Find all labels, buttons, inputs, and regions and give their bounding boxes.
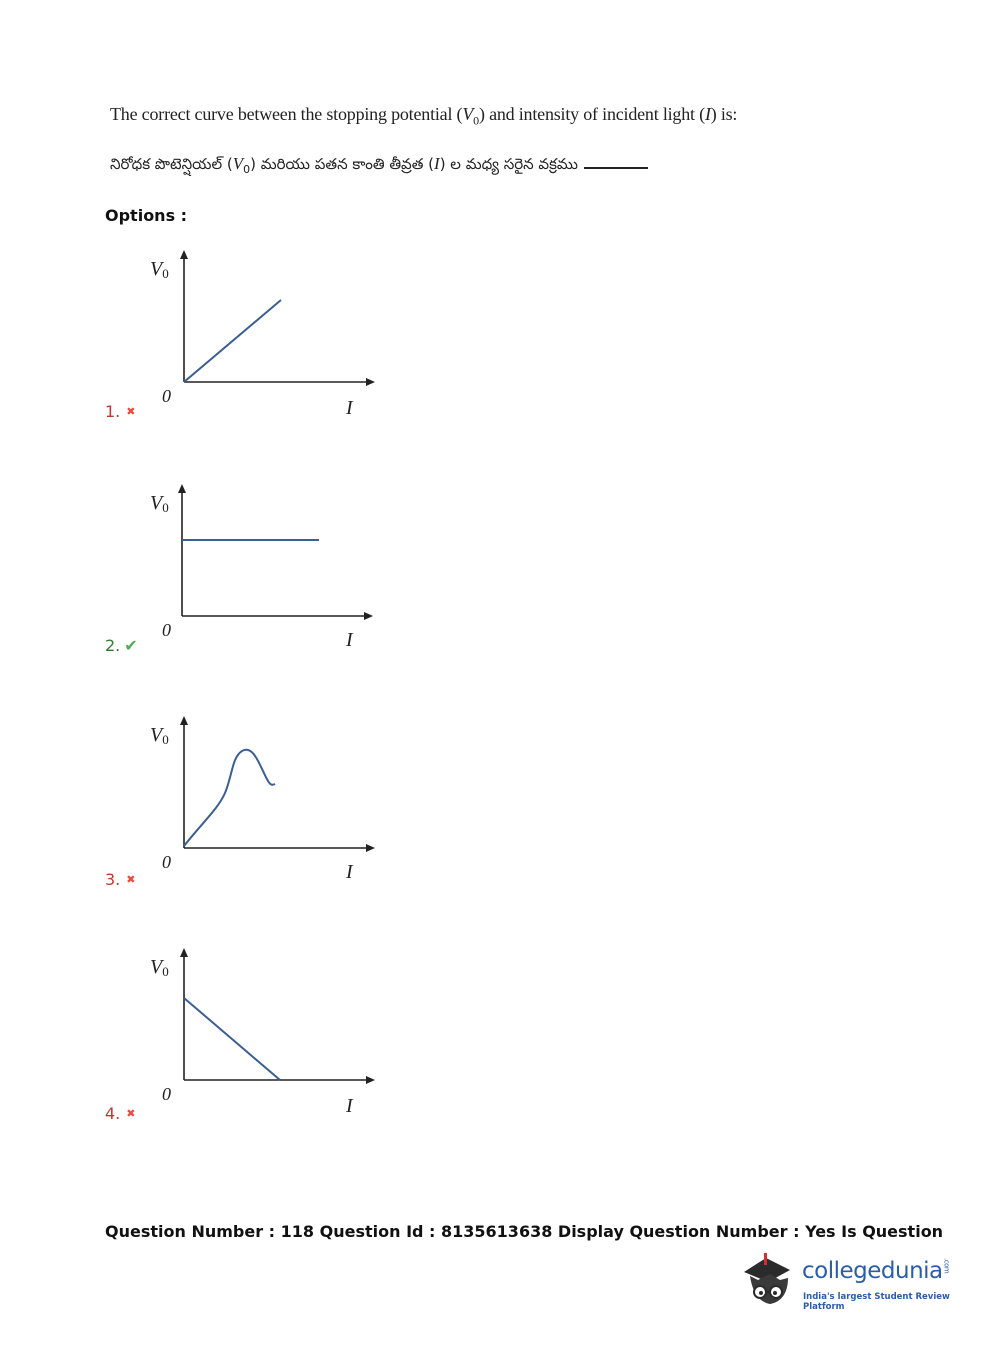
collegedunia-logo [740,1250,970,1310]
q-en-v-sub: 0 [473,113,479,128]
x-axis-arrow [366,1076,375,1084]
origin-label: 0 [162,386,171,406]
q-te-v-sub: 0 [243,163,251,176]
y-axis-label: V0 [150,724,169,747]
q-en-i-symbol: I [704,104,711,124]
x-axis-label: I [346,397,353,419]
y-axis-arrow [180,716,188,725]
option-3-graph [140,711,390,891]
decreasing-curve [184,998,280,1080]
origin-label: 0 [162,852,171,872]
q-te-v-symbol: V [232,154,244,173]
q-te-after: ) ల మధ్య సరైన వక్రము [439,155,578,173]
x-axis-arrow [366,844,375,852]
logo-wordmark: collegedunia.com [802,1258,951,1284]
incorrect-icon: ✖ [126,873,136,886]
options-heading: Options : [105,206,188,225]
question-text-telugu [110,154,648,177]
option-4-graph [140,945,390,1125]
y-axis-arrow [178,484,186,493]
q-te-i-symbol: I [434,154,440,173]
y-axis-label: V0 [150,492,169,515]
student-mascot-icon [740,1250,800,1314]
origin-label: 0 [162,1084,171,1104]
logo-tagline: India's largest Student Review Platform [803,1292,950,1312]
q-te-before: నిరోధక పొటెన్షియల్ ( [110,155,233,173]
option-1-graph [140,245,390,425]
rise-peak-curve [184,750,275,846]
y-axis-label: V0 [150,258,169,281]
q-en-before: The correct curve between the stopping potential ( [110,104,463,124]
y-axis-arrow [180,948,188,957]
option-3-label: 3. ✖ [105,870,136,889]
q-en-after: ) is: [710,104,738,124]
incorrect-icon: ✖ [126,405,136,418]
question-text-english [110,104,737,129]
incorrect-icon: ✖ [126,1107,136,1120]
x-axis-label: I [346,1095,353,1117]
increasing-curve [184,300,281,382]
x-axis-label: I [346,629,353,651]
option-4-label: 4. ✖ [105,1104,136,1123]
q-te-middle: ) మరియు పతన కాంతి తీవ్రత ( [250,155,435,173]
correct-check-icon: ✔ [124,636,138,655]
q-en-middle: ) and intensity of incident light ( [478,104,705,124]
x-axis-arrow [364,612,373,620]
option-2-graph [140,479,390,659]
option-1-label: 1. ✖ [105,402,136,421]
y-axis-label: V0 [150,956,169,979]
logo-com: .com [942,1258,951,1274]
y-axis-arrow [180,250,188,259]
x-axis-arrow [366,378,375,386]
option-2-label: 2. ✔ [105,636,138,655]
q-en-v-symbol: V [462,104,474,124]
origin-label: 0 [162,620,171,640]
answer-blank [584,167,648,169]
question-meta-footer: Question Number : 118 Question Id : 8135613638 Display Question Number : Yes Is Question [105,1222,944,1241]
x-axis-label: I [346,861,353,883]
